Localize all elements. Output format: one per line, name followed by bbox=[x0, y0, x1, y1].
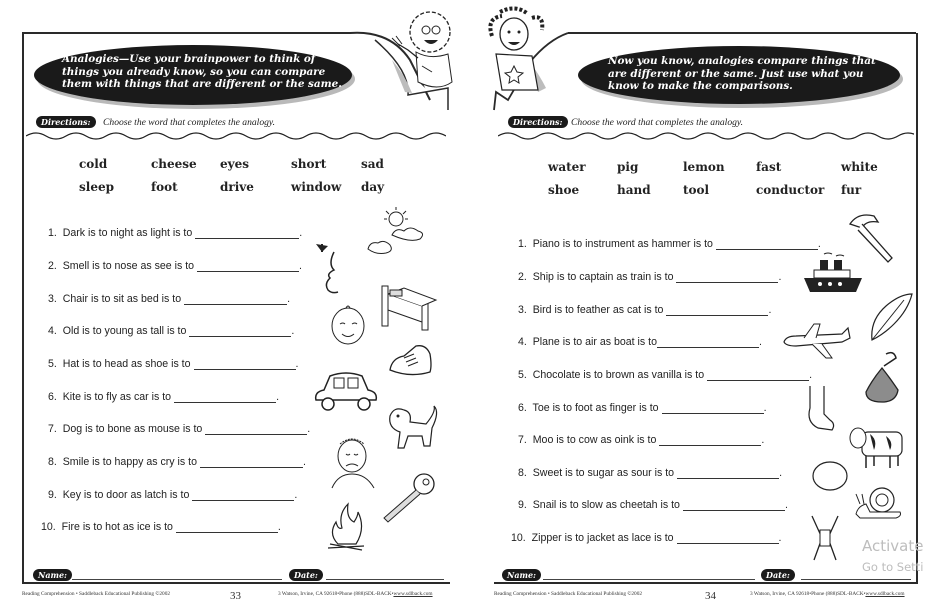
question-number: 3. bbox=[518, 304, 527, 316]
question-item: 1. Piano is to instrument as hammer is to . bbox=[518, 238, 821, 250]
footer-address: 3 Watson, Irvine, CA 92618•Phone (888)SDL-BACK• bbox=[278, 591, 394, 597]
intro-speech-bubble bbox=[34, 45, 352, 105]
question-number: 6. bbox=[48, 391, 57, 403]
question-item: 10. Fire is to hot as ice is to . bbox=[41, 521, 281, 533]
question-number: 8. bbox=[518, 467, 527, 479]
question-number: 3. bbox=[48, 293, 57, 305]
answer-blank[interactable] bbox=[677, 468, 779, 479]
word-bank-item: eyes bbox=[220, 157, 249, 171]
ship-icon bbox=[802, 252, 864, 298]
word-bank-item: pig bbox=[617, 160, 639, 174]
question-item: 9. Snail is to slow as cheetah is to . bbox=[518, 499, 788, 511]
name-field[interactable] bbox=[72, 578, 282, 580]
teacher-character-icon bbox=[378, 2, 468, 98]
question-number: 2. bbox=[48, 260, 57, 272]
question-number: 5. bbox=[48, 358, 57, 370]
footer-url[interactable]: www.sdlback.com bbox=[865, 591, 905, 597]
foot-icon bbox=[800, 384, 840, 434]
question-text: Zipper is to jacket as lace is to bbox=[531, 532, 674, 544]
answer-blank[interactable] bbox=[194, 359, 296, 370]
bed-icon bbox=[378, 280, 438, 334]
name-label: Name: bbox=[33, 569, 72, 581]
question-number: 8. bbox=[48, 456, 57, 468]
shoe-icon bbox=[386, 340, 436, 380]
page-number: 34 bbox=[705, 590, 716, 602]
word-bank-item: lemon bbox=[683, 160, 725, 174]
question-item: 3. Chair is to sit as bed is to . bbox=[48, 293, 291, 305]
word-bank-item: conductor bbox=[756, 183, 825, 197]
answer-blank[interactable] bbox=[195, 228, 299, 239]
question-text: Moo is to cow as oink is to bbox=[532, 434, 657, 446]
question-number: 10. bbox=[41, 521, 56, 533]
question-item: 4. Old is to young as tall is to . bbox=[48, 325, 295, 337]
answer-blank[interactable] bbox=[197, 261, 299, 272]
footer-publisher: Reading Comprehension • Saddleback Educational Publishing ©2002 bbox=[22, 591, 170, 597]
directions-text: Choose the word that completes the analogy. bbox=[571, 117, 744, 128]
activation-watermark-subtitle[interactable]: Go to Setti bbox=[862, 560, 924, 574]
cow-icon bbox=[848, 420, 908, 472]
footer-publisher: Reading Comprehension • Saddleback Educational Publishing ©2002 bbox=[494, 591, 642, 597]
footer-contact bbox=[278, 591, 433, 597]
question-item: 4. Plane is to air as boat is to . bbox=[518, 336, 762, 348]
word-bank-item: foot bbox=[151, 180, 178, 194]
question-item: 5. Chocolate is to brown as vanilla is to . bbox=[518, 369, 813, 381]
date-field[interactable] bbox=[801, 578, 911, 580]
lemon-icon bbox=[810, 458, 850, 494]
answer-blank[interactable] bbox=[707, 370, 809, 381]
wavy-divider bbox=[26, 131, 446, 141]
worksheet-page-34 bbox=[468, 0, 936, 607]
word-bank-item: sad bbox=[361, 157, 384, 171]
answer-blank[interactable] bbox=[662, 403, 764, 414]
question-text: Ship is to captain as train is to bbox=[532, 271, 674, 283]
question-number: 9. bbox=[48, 489, 57, 501]
question-number: 6. bbox=[518, 402, 527, 414]
word-bank-item: tool bbox=[683, 183, 710, 197]
question-item: 10. Zipper is to jacket as lace is to . bbox=[511, 532, 782, 544]
feather-icon bbox=[864, 290, 914, 346]
answer-blank[interactable] bbox=[174, 392, 276, 403]
answer-blank[interactable] bbox=[192, 490, 294, 501]
question-number: 4. bbox=[518, 336, 527, 348]
answer-blank[interactable] bbox=[189, 326, 291, 337]
fire-icon bbox=[324, 500, 368, 552]
answer-blank[interactable] bbox=[676, 272, 778, 283]
question-number: 1. bbox=[48, 227, 57, 239]
activation-watermark-title: Activate bbox=[862, 537, 924, 555]
answer-blank[interactable] bbox=[677, 533, 779, 544]
answer-blank[interactable] bbox=[200, 457, 303, 468]
directions-label: Directions: bbox=[508, 116, 568, 128]
question-text: Dog is to bone as mouse is to bbox=[62, 423, 203, 435]
word-bank-item: water bbox=[548, 160, 586, 174]
sun-cloud-icon bbox=[362, 205, 432, 257]
word-bank-item: sleep bbox=[79, 180, 114, 194]
question-item: 7. Dog is to bone as mouse is to . bbox=[48, 423, 311, 435]
question-text: Kite is to fly as car is to bbox=[62, 391, 172, 403]
car-icon bbox=[310, 370, 384, 414]
word-bank-item: window bbox=[291, 180, 342, 194]
question-text: Plane is to air as boat is to bbox=[532, 336, 657, 348]
question-item: 1. Dark is to night as light is to . bbox=[48, 227, 303, 239]
snail-icon bbox=[852, 484, 904, 520]
question-item: 9. Key is to door as latch is to . bbox=[48, 489, 298, 501]
question-text: Snail is to slow as cheetah is to bbox=[532, 499, 680, 511]
question-text: Toe is to foot as finger is to bbox=[532, 402, 659, 414]
question-number: 1. bbox=[518, 238, 527, 250]
date-field[interactable] bbox=[326, 578, 444, 580]
question-item: 6. Toe is to foot as finger is to . bbox=[518, 402, 767, 414]
question-item: 7. Moo is to cow as oink is to . bbox=[518, 434, 765, 446]
question-item: 5. Hat is to head as shoe is to . bbox=[48, 358, 299, 370]
question-number: 7. bbox=[518, 434, 527, 446]
answer-blank[interactable] bbox=[683, 500, 785, 511]
question-text: Piano is to instrument as hammer is to bbox=[532, 238, 713, 250]
question-text: Bird is to feather as cat is to bbox=[532, 304, 664, 316]
question-number: 5. bbox=[518, 369, 527, 381]
question-text: Sweet is to sugar as sour is to bbox=[532, 467, 675, 479]
question-item: 3. Bird is to feather as cat is to . bbox=[518, 304, 772, 316]
question-text: Chocolate is to brown as vanilla is to bbox=[532, 369, 705, 381]
answer-blank[interactable] bbox=[716, 239, 818, 250]
word-bank-item: day bbox=[361, 180, 385, 194]
question-text: Fire is to hot as ice is to bbox=[61, 521, 173, 533]
wavy-divider bbox=[498, 131, 914, 141]
intro-bubble-text: Now you know, analogies compare things that are different or the same. Just use what you know to make the comparisons. bbox=[608, 55, 876, 92]
question-number: 4. bbox=[48, 325, 57, 337]
question-item: 6. Kite is to fly as car is to . bbox=[48, 391, 280, 403]
name-field[interactable] bbox=[543, 578, 755, 580]
word-bank-item: fast bbox=[756, 160, 782, 174]
question-number: 7. bbox=[48, 423, 57, 435]
question-item: 2. Ship is to captain as train is to . bbox=[518, 271, 782, 283]
directions-label: Directions: bbox=[36, 116, 96, 128]
word-bank-item: white bbox=[841, 160, 878, 174]
question-number: 10. bbox=[511, 532, 526, 544]
question-text: Key is to door as latch is to bbox=[62, 489, 190, 501]
question-number: 9. bbox=[518, 499, 527, 511]
intro-speech-bubble bbox=[578, 46, 900, 104]
question-text: Smile is to happy as cry is to bbox=[62, 456, 197, 468]
answer-blank[interactable] bbox=[659, 435, 761, 446]
question-text: Chair is to sit as bed is to bbox=[62, 293, 182, 305]
baby-face-icon bbox=[326, 304, 370, 350]
directions-text: Choose the word that completes the analogy. bbox=[103, 117, 276, 128]
word-bank-item: drive bbox=[220, 180, 254, 194]
date-label: Date: bbox=[761, 569, 795, 581]
answer-blank[interactable] bbox=[184, 294, 287, 305]
student-character-icon bbox=[482, 6, 562, 96]
word-bank-item: hand bbox=[617, 183, 651, 197]
question-number: 2. bbox=[518, 271, 527, 283]
key-icon bbox=[378, 470, 438, 526]
question-text: Smell is to nose as see is to bbox=[62, 260, 195, 272]
question-item: 8. Smile is to happy as cry is to . bbox=[48, 456, 306, 468]
question-text: Dark is to night as light is to bbox=[62, 227, 193, 239]
word-bank-item: cheese bbox=[151, 157, 197, 171]
page-number: 33 bbox=[230, 590, 241, 602]
question-item: 2. Smell is to nose as see is to . bbox=[48, 260, 302, 272]
date-label: Date: bbox=[289, 569, 323, 581]
nose-icon bbox=[312, 242, 352, 300]
word-bank-item: shoe bbox=[548, 183, 580, 197]
word-bank-item: cold bbox=[79, 157, 108, 171]
answer-blank[interactable] bbox=[657, 337, 759, 348]
dog-icon bbox=[384, 402, 440, 454]
answer-blank[interactable] bbox=[176, 522, 278, 533]
zipper-icon bbox=[808, 514, 844, 562]
airplane-icon bbox=[782, 320, 852, 362]
intro-bubble-text: Analogies—Use your brainpower to think of things you already know, so you can compare them with things that are different or the same. bbox=[62, 53, 342, 90]
question-item: 8. Sweet is to sugar as sour is to . bbox=[518, 467, 783, 479]
question-text: Old is to young as tall is to bbox=[62, 325, 187, 337]
footer-url[interactable]: www.sdlback.com bbox=[393, 591, 433, 597]
footer-contact bbox=[750, 591, 905, 597]
word-bank-item: short bbox=[291, 157, 327, 171]
name-label: Name: bbox=[502, 569, 541, 581]
footer-address: 3 Watson, Irvine, CA 92618•Phone (888)SDL-BACK• bbox=[750, 591, 866, 597]
crying-face-icon bbox=[328, 436, 378, 490]
answer-blank[interactable] bbox=[666, 305, 768, 316]
answer-blank[interactable] bbox=[205, 424, 307, 435]
chocolate-kiss-icon bbox=[860, 350, 904, 406]
question-text: Hat is to head as shoe is to bbox=[62, 358, 191, 370]
word-bank-item: fur bbox=[841, 183, 862, 197]
